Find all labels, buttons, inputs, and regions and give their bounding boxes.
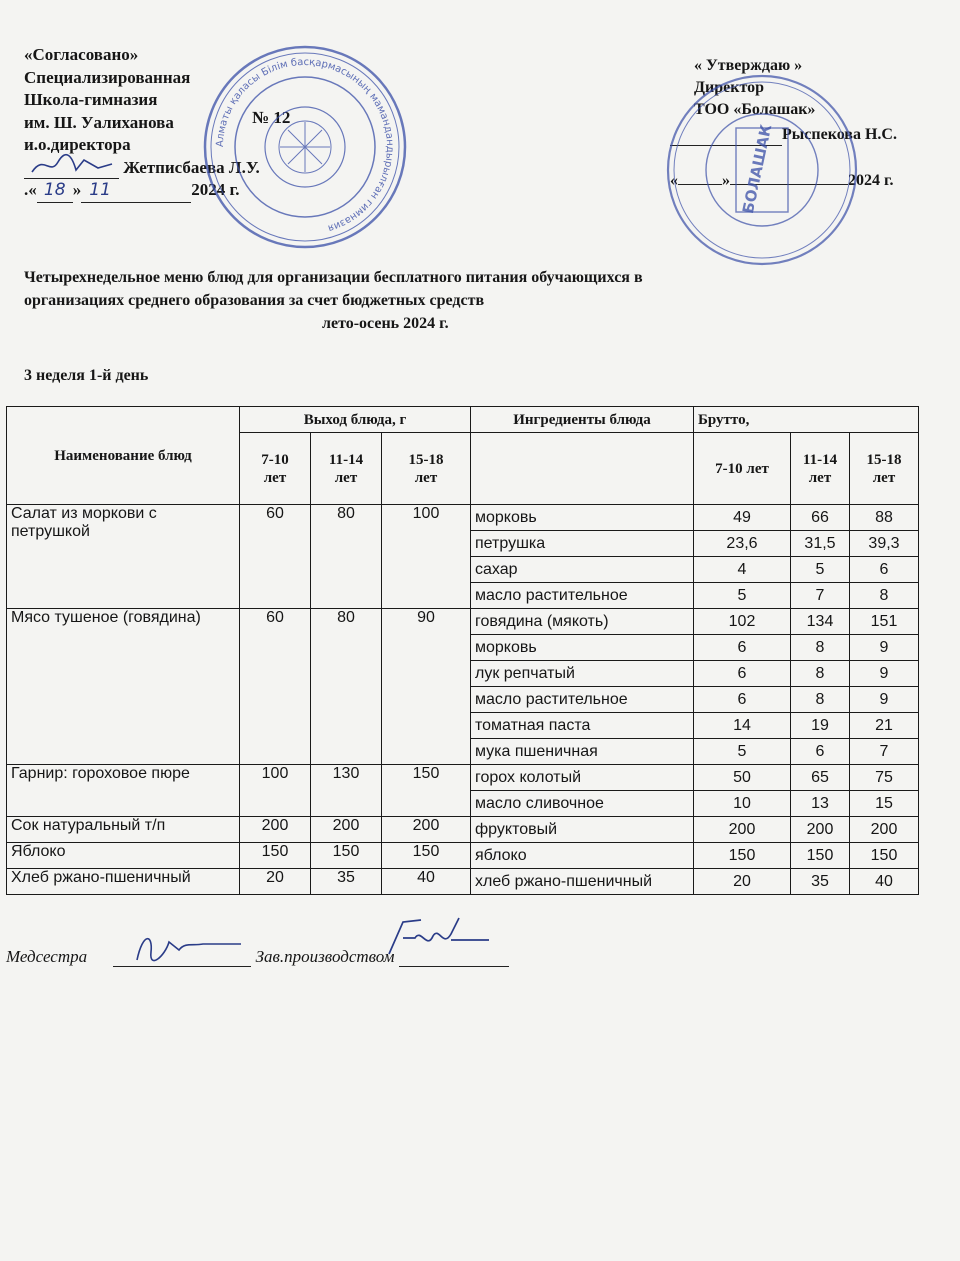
- footer-nurse-label: Медсестра: [6, 947, 88, 966]
- menu-title-line2: организациях среднего образования за счет бюджетных средств: [24, 292, 485, 309]
- gross-7-10: 49: [694, 505, 791, 531]
- school-seal: [200, 42, 410, 252]
- dish-name: Сок натуральный т/п: [7, 817, 240, 843]
- company-seal: [662, 70, 862, 270]
- ingredient-name: морковь: [471, 635, 694, 661]
- signature-left: [24, 152, 119, 178]
- approval-right-title: « Утверждаю »: [694, 57, 803, 74]
- gross-15-18: 75: [850, 765, 919, 791]
- dish-output-15-18: 150: [382, 765, 471, 817]
- ingredient-name: лук репчатый: [471, 661, 694, 687]
- approval-left-school-number: № 12: [252, 108, 291, 127]
- menu-title: [24, 266, 844, 335]
- dish-output-11-14: 35: [311, 869, 382, 895]
- approval-right-position: Директор: [694, 79, 764, 96]
- company-seal-text: БОЛАШАК: [738, 122, 776, 216]
- gross-7-10: 6: [694, 635, 791, 661]
- dish-output-11-14: 130: [311, 765, 382, 817]
- school-seal-text: Алматы қаласы Білім басқармасының мамандандырылған гимназия: [214, 56, 396, 234]
- dish-output-7-10: 100: [240, 765, 311, 817]
- week-day-label: 3 неделя 1-й день: [24, 367, 149, 384]
- dish-output-15-18: 90: [382, 609, 471, 765]
- approval-left-org: Специализированная: [24, 67, 191, 87]
- gross-15-18: 151: [850, 609, 919, 635]
- dish-output-11-14: 80: [311, 609, 382, 765]
- approval-left-position: и.о.директора: [24, 135, 131, 154]
- menu-table: [6, 406, 919, 895]
- ingredient-name: горох колотый: [471, 765, 694, 791]
- dish-output-11-14: 150: [311, 843, 382, 869]
- dish-output-11-14: 200: [311, 817, 382, 843]
- gross-11-14: 19: [791, 713, 850, 739]
- nurse-signature-line: [113, 946, 251, 967]
- gross-11-14: 13: [791, 791, 850, 817]
- dish-output-7-10: 200: [240, 817, 311, 843]
- ingredient-name: фруктовый: [471, 817, 694, 843]
- gross-15-18: 200: [850, 817, 919, 843]
- approval-left-date-year: 2024 г.: [191, 180, 240, 199]
- header-ingredients-blank: [471, 433, 694, 505]
- ingredient-name: мука пшеничная: [471, 739, 694, 765]
- ingredient-name: томатная паста: [471, 713, 694, 739]
- dish-output-15-18: 40: [382, 869, 471, 895]
- ingredient-name: масло растительное: [471, 687, 694, 713]
- dish-output-7-10: 20: [240, 869, 311, 895]
- gross-15-18: 21: [850, 713, 919, 739]
- footer-production-label: Зав.производством: [255, 947, 395, 966]
- table-row: [7, 505, 919, 531]
- dish-output-7-10: 60: [240, 505, 311, 609]
- header-gross: Брутто,: [694, 407, 919, 433]
- gross-7-10: 6: [694, 687, 791, 713]
- gross-7-10: 5: [694, 739, 791, 765]
- gross-7-10: 102: [694, 609, 791, 635]
- gross-15-18: 7: [850, 739, 919, 765]
- gross-11-14: 150: [791, 843, 850, 869]
- dish-name: Гарнир: гороховое пюре: [7, 765, 240, 817]
- gross-15-18: 88: [850, 505, 919, 531]
- gross-7-10: 23,6: [694, 531, 791, 557]
- ingredient-name: масло растительное: [471, 583, 694, 609]
- dish-output-15-18: 200: [382, 817, 471, 843]
- gross-7-10: 5: [694, 583, 791, 609]
- ingredient-name: говядина (мякоть): [471, 609, 694, 635]
- approval-right-org: ТОО «Болашак»: [694, 101, 816, 118]
- table-row: [7, 843, 919, 869]
- date-close-quote: »: [72, 180, 82, 199]
- gross-7-10: 4: [694, 557, 791, 583]
- dish-name: Хлеб ржано-пшеничный: [7, 869, 240, 895]
- dish-output-11-14: 80: [311, 505, 382, 609]
- dish-name: Салат из моркови с петрушкой: [7, 505, 240, 609]
- gross-11-14: 35: [791, 869, 850, 895]
- header-gross-7-10: 7-10 лет: [694, 433, 791, 505]
- date-close-quote: »: [722, 172, 730, 189]
- production-signature-line: [399, 946, 509, 967]
- menu-table-body: [7, 505, 919, 895]
- ingredient-name: хлеб ржано-пшеничный: [471, 869, 694, 895]
- gross-11-14: 66: [791, 505, 850, 531]
- ingredient-name: масло сливочное: [471, 791, 694, 817]
- dish-output-7-10: 150: [240, 843, 311, 869]
- signature-nurse: [113, 926, 251, 966]
- gross-11-14: 200: [791, 817, 850, 843]
- gross-7-10: 10: [694, 791, 791, 817]
- dish-name: Яблоко: [7, 843, 240, 869]
- gross-11-14: 31,5: [791, 531, 850, 557]
- dish-name: Мясо тушеное (говядина): [7, 609, 240, 765]
- header-gross-11-14: 11-14 лет: [791, 433, 850, 505]
- gross-7-10: 200: [694, 817, 791, 843]
- signature-production: [381, 914, 491, 964]
- gross-15-18: 9: [850, 635, 919, 661]
- header-age-7-10: 7-10 лет: [240, 433, 311, 505]
- dish-output-7-10: 60: [240, 609, 311, 765]
- approval-left-signer: Жетписбаева Л.У.: [123, 157, 260, 177]
- ingredient-name: петрушка: [471, 531, 694, 557]
- header-age-15-18: 15-18 лет: [382, 433, 471, 505]
- gross-15-18: 8: [850, 583, 919, 609]
- table-row: [7, 609, 919, 635]
- date-open-quote: «: [670, 172, 678, 189]
- approval-left-date-month: 11: [81, 179, 191, 203]
- gross-7-10: 150: [694, 843, 791, 869]
- table-row: [7, 869, 919, 895]
- gross-11-14: 134: [791, 609, 850, 635]
- header-age-11-14: 11-14 лет: [311, 433, 382, 505]
- header-output: Выход блюда, г: [240, 407, 471, 433]
- gross-11-14: 8: [791, 635, 850, 661]
- approval-right-date-year: 2024 г.: [848, 172, 894, 189]
- gross-15-18: 6: [850, 557, 919, 583]
- gross-15-18: 9: [850, 687, 919, 713]
- ingredient-name: яблоко: [471, 843, 694, 869]
- ingredient-name: сахар: [471, 557, 694, 583]
- approval-left-school: Школа-гимназия: [24, 90, 158, 109]
- gross-15-18: 15: [850, 791, 919, 817]
- dish-output-15-18: 150: [382, 843, 471, 869]
- dish-output-15-18: 100: [382, 505, 471, 609]
- gross-11-14: 5: [791, 557, 850, 583]
- gross-7-10: 20: [694, 869, 791, 895]
- approval-right-signer: Рыспекова Н.С.: [782, 126, 897, 143]
- table-row: [7, 817, 919, 843]
- gross-11-14: 6: [791, 739, 850, 765]
- footer-signatures: [6, 946, 509, 967]
- table-row: [7, 765, 919, 791]
- menu-season: лето-осень 2024 г.: [322, 315, 449, 332]
- date-open-quote: .«: [24, 180, 37, 199]
- approval-left-date-day: 18: [37, 179, 73, 203]
- header-ingredients: Ингредиенты блюда: [471, 407, 694, 433]
- approval-left-title: «Согласовано»: [24, 45, 139, 64]
- gross-15-18: 9: [850, 661, 919, 687]
- gross-7-10: 14: [694, 713, 791, 739]
- gross-15-18: 39,3: [850, 531, 919, 557]
- gross-7-10: 50: [694, 765, 791, 791]
- header-gross-15-18: 15-18 лет: [850, 433, 919, 505]
- approval-left-name: им. Ш. Уалиханова: [24, 112, 174, 132]
- gross-11-14: 65: [791, 765, 850, 791]
- gross-11-14: 7: [791, 583, 850, 609]
- gross-11-14: 8: [791, 661, 850, 687]
- gross-15-18: 150: [850, 843, 919, 869]
- gross-11-14: 8: [791, 687, 850, 713]
- gross-15-18: 40: [850, 869, 919, 895]
- header-dish: Наименование блюд: [7, 407, 240, 505]
- menu-title-line1: Четырехнедельное меню блюд для организации бесплатного питания обучающихся в: [24, 269, 643, 286]
- ingredient-name: морковь: [471, 505, 694, 531]
- gross-7-10: 6: [694, 661, 791, 687]
